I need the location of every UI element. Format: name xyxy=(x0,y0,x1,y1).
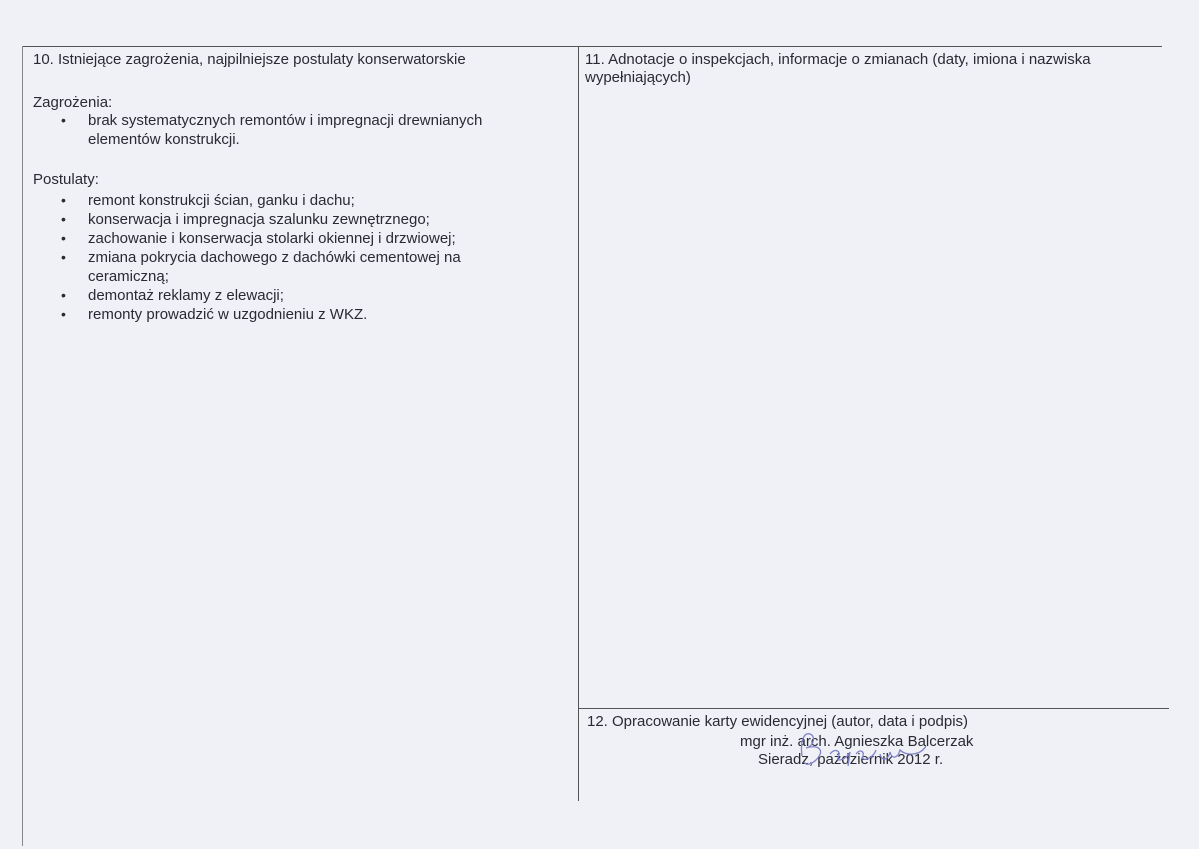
place-date: Sieradz, październik 2012 r. xyxy=(758,751,944,768)
list-item: • remonty prowadzić w uzgodnieniu z WKZ. xyxy=(33,305,513,324)
list-item: • demontaż reklamy z elewacji; xyxy=(33,286,513,305)
column-divider xyxy=(578,46,579,801)
section12-title: 12. Opracowanie karty ewidencyjnej (autor, data i podpis) xyxy=(587,713,969,730)
section11-title: 11. Adnotacje o inspekcjach, informacje o zmianach (daty, imiona i nazwiska wypełniających) xyxy=(585,51,1091,86)
threats-list xyxy=(33,111,543,149)
signature-image xyxy=(790,726,940,776)
postulates-label: Postulaty: xyxy=(33,171,99,188)
threats-label: Zagrożenia: xyxy=(33,94,113,111)
postulates-list xyxy=(33,191,513,324)
left-border xyxy=(22,46,23,846)
section12-rule xyxy=(579,708,1169,709)
list-item: • konserwacja i impregnacja szalunku zewnętrznego; xyxy=(33,210,513,229)
list-item: • remont konstrukcji ścian, ganku i dachu; xyxy=(33,191,513,210)
top-rule xyxy=(22,46,1162,47)
section10-title: 10. Istniejące zagrożenia, najpilniejsze postulaty konserwatorskie xyxy=(33,51,466,68)
list-item: • zmiana pokrycia dachowego z dachówki cementowej na ceramiczną; xyxy=(33,248,513,286)
list-item: • brak systematycznych remontów i impregnacji drewnianych elementów konstrukcji. xyxy=(33,111,543,149)
list-item: • zachowanie i konserwacja stolarki okiennej i drzwiowej; xyxy=(33,229,513,248)
author: mgr inż. arch. Agnieszka Balcerzak xyxy=(740,733,974,750)
